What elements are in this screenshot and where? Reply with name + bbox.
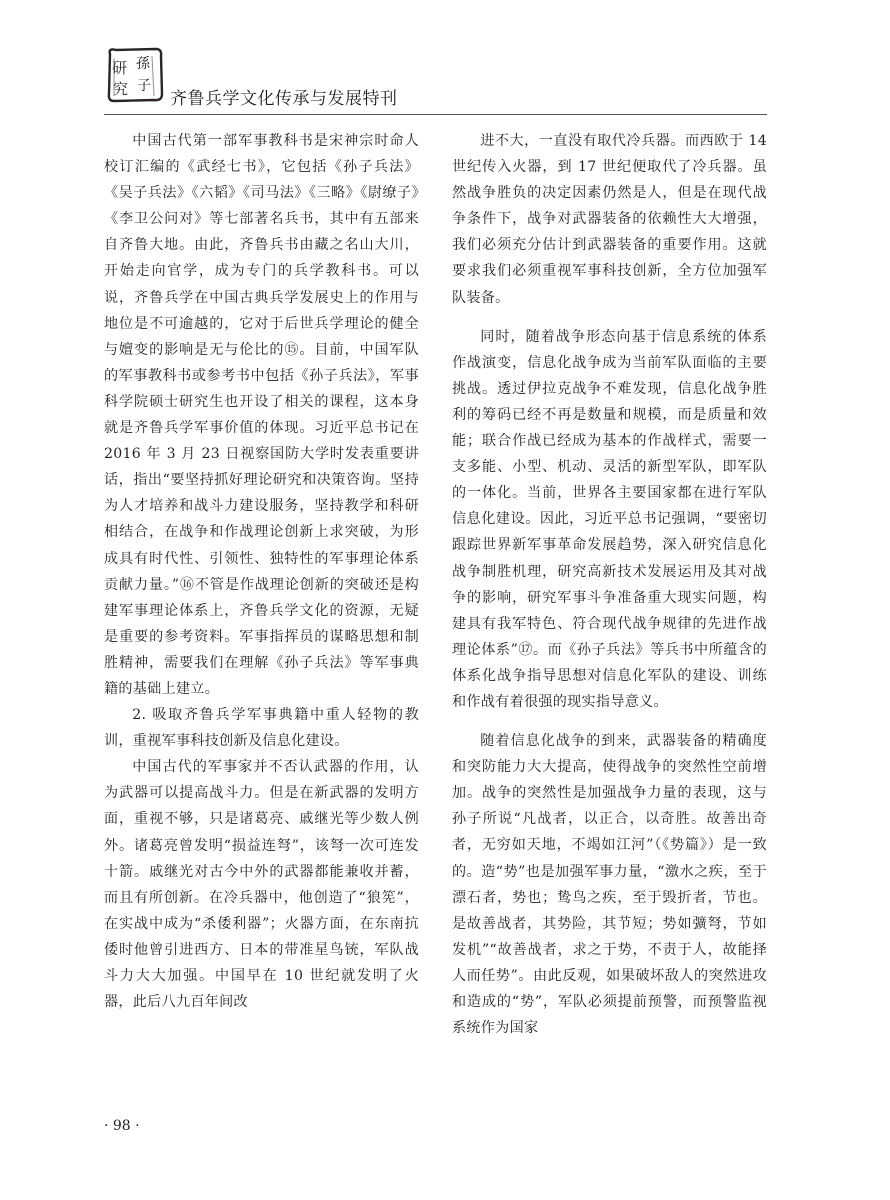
journal-title: 齐鲁兵学文化传承与发展特刊: [170, 89, 398, 109]
left-column: [104, 128, 419, 1015]
svg-text:孫: 孫: [136, 56, 150, 72]
paragraph: 中国古代第一部军事教科书是宋神宗时命人校订汇编的《武经七书》，它包括《孙子兵法》《吴子兵法》《六韬》《司马法》《三略》《尉缭子》《李卫公问对》等七部著名兵书，其中有五部来自齐鲁大地。由此，齐鲁兵书由藏之名山大川，开始走向官学，成为专门的兵学教科书。可以说，齐鲁兵学在中国古典兵学发展史上的作用与地位是不可逾越的，它对于后世兵学理论的健全与嬗变的影响是无与伦比的⑮。目前，中国军队的军事教科书或参考书中包括《孙子兵法》，军事科学院硕士研究生也开设了相关的课程，这本身就是齐鲁兵学军事价值的体现。习近平总书记在 2016 年 3 月 23 日视察国防大学时发表重要讲话，指出“要坚持抓好理论研究和决策咨询。坚持为人才培养和战斗力建设服务，坚持教学和科研相结合，在战争和作战理论创新上求突破，为形成具有时代性、引领性、独特性的军事理论体系贡献力量。”⑯不管是作战理论创新的突破还是构建军事理论体系上，齐鲁兵学文化的资源，无疑是重要的参考资料。军事指挥员的谋略思想和制胜精神，需要我们在理解《孙子兵法》等军事典籍的基础上建立。: [104, 133, 419, 697]
paragraph: 同时，随着战争形态向基于信息系统的体系作战演变，信息化战争成为当前军队面临的主要挑战。透过伊拉克战争不难发现，信息化战争胜利的筹码已经不再是数量和规模，而是质量和效能；联合作战已经成为基本的作战样式，需要一支多能、小型、机动、灵活的新型军队，即军队的一体化。当前，世界各主要国家都在进行军队信息化建设。因此，习近平总书记强调，“要密切跟踪世界新军事革命发展趋势，深入研究信息化战争制胜机理，研究高新技术发展运用及其对战争的影响，研究军事斗争准备重大现实问题，构建具有我军特色、符合现代战争规律的先进作战理论体系”⑰。而《孙子兵法》等兵书中所蕴含的体系化战争指导思想对信息化军队的建设、训练和作战有着很强的现实指导意义。: [452, 328, 767, 710]
svg-text:研: 研: [112, 59, 128, 77]
paragraph: 2. 吸取齐鲁兵学军事典籍中重人轻物的教训，重视军事科技创新及信息化建设。: [104, 707, 419, 750]
paragraph: 进不大，一直没有取代冷兵器。而西欧于 14 世纪传入火器，到 17 世纪便取代了冷兵器。虽然战争胜负的决定因素仍然是人，但是在现代战争条件下，战争对武器装备的依赖性大大增强，我们必须充分估计到武器装备的重要作用。这就要求我们必须重视军事科技创新，全方位加强军队装备。: [452, 133, 767, 306]
svg-text:子: 子: [137, 78, 151, 94]
paragraph: 中国古代的军事家并不否认武器的作用，认为武器可以提高战斗力。但是在新武器的发明方面，重视不够，只是诸葛亮、戚继光等少数人例外。诸葛亮曾发明“损益连弩”，该弩一次可连发十箭。戚继光对古今中外的武器都能兼收并蓄，而且有所创新。在冷兵器中，他创造了“狼筅”，在实战中成为“杀倭利器”；火器方面，在东南抗倭时他曾引进西方、日本的带准星鸟铳，军队战斗力大大加强。中国早在 10 世纪就发明了火器，此后八九百年间改: [104, 759, 419, 1011]
page-number: · 98 ·: [104, 1118, 140, 1134]
right-column: [452, 128, 767, 1041]
seal-logo-icon: [104, 46, 166, 104]
svg-text:究: 究: [113, 80, 129, 98]
journal-logo: [104, 46, 166, 104]
paragraph: 随着信息化战争的到来，武器装备的精确度和突防能力大大提高，使得战争的突然性空前增加。战争的突然性是加强战争力量的表现，这与孙子所说“凡战者，以正合，以奇胜。故善出奇者，无穷如天地，不竭如江河”（《势篇》）是一致的。造“势”也是加强军事力量，“激水之疾，至于漂石者，势也；鸷鸟之疾，至于毁折者，节也。是故善战者，其势险，其节短；势如彍弩，节如发机”“故善战者，求之于势，不责于人，故能择人而任势”。由此反观，如果破坏敌人的突然进攻和造成的“势”，军队必须提前预警，而预警监视系统作为国家: [452, 733, 767, 1037]
header-divider: [104, 114, 767, 115]
